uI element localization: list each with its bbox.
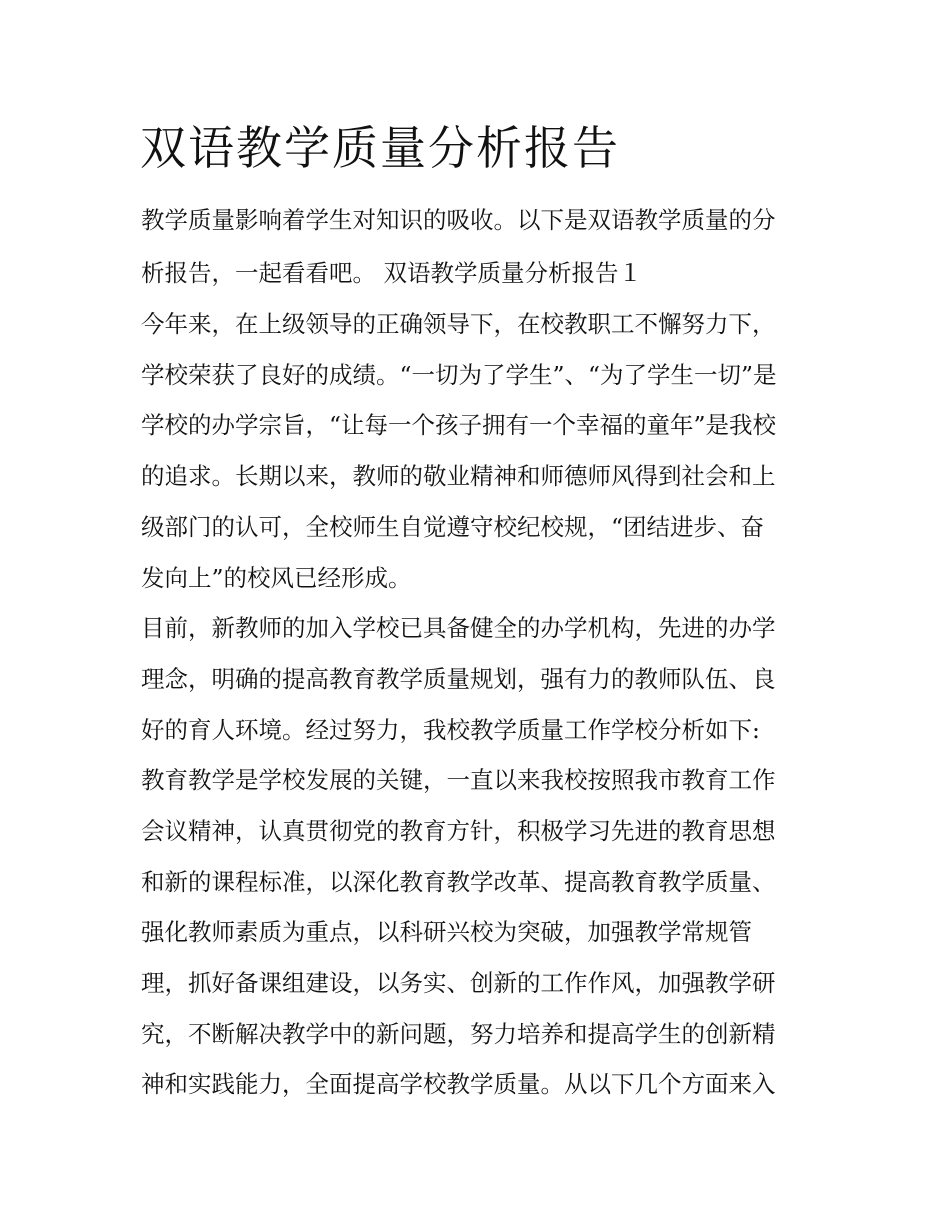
body-line-11: 好的育人环境。经过努力，我校教学质量工作学校分析如下: bbox=[141, 716, 760, 744]
body-line-3: 今年来，在上级领导的正确领导下，在校教职工不懈努力下， bbox=[141, 310, 776, 338]
document-title: 双语教学质量分析报告 bbox=[140, 121, 620, 175]
body-line-13: 会议精神，认真贯彻党的教育方针，积极学习先进的教育思想 bbox=[141, 817, 776, 845]
body-line-6: 的追求。长期以来，教师的敬业精神和师德师风得到社会和上 bbox=[141, 462, 776, 490]
body-line-8: 发向上”的校风已经形成。 bbox=[141, 564, 412, 592]
body-line-16: 理，抓好备课组建设，以务实、创新的工作作风，加强教学研 bbox=[141, 969, 776, 997]
body-line-7: 级部门的认可，全校师生自觉遵守校纪校规，“团结进步、奋 bbox=[141, 513, 765, 541]
body-line-2: 析报告，一起看看吧。 双语教学质量分析报告１ bbox=[141, 259, 642, 287]
body-line-15: 强化教师素质为重点，以科研兴校为突破，加强教学常规管 bbox=[141, 918, 752, 946]
body-line-18: 神和实践能力，全面提高学校教学质量。从以下几个方面来入 bbox=[141, 1070, 776, 1098]
body-line-5: 学校的办学宗旨，“让每一个孩子拥有一个幸福的童年”是我校 bbox=[141, 411, 777, 439]
body-line-1: 教学质量影响着学生对知识的吸收。以下是双语教学质量的分 bbox=[141, 206, 776, 234]
body-line-14: 和新的课程标准，以深化教育教学改革、提高教育教学质量、 bbox=[141, 868, 776, 896]
body-line-12: 教育教学是学校发展的关键，一直以来我校按照我市教育工作 bbox=[141, 766, 776, 794]
body-line-4: 学校荣获了良好的成绩。“一切为了学生”、“为了学生一切”是 bbox=[141, 361, 777, 389]
body-line-10: 理念，明确的提高教育教学质量规划，强有力的教师队伍、良 bbox=[141, 665, 776, 693]
body-line-9: 目前，新教师的加入学校已具备健全的办学机构，先进的办学 bbox=[141, 614, 776, 642]
body-line-17: 究，不断解决教学中的新问题，努力培养和提高学生的创新精 bbox=[141, 1020, 776, 1048]
